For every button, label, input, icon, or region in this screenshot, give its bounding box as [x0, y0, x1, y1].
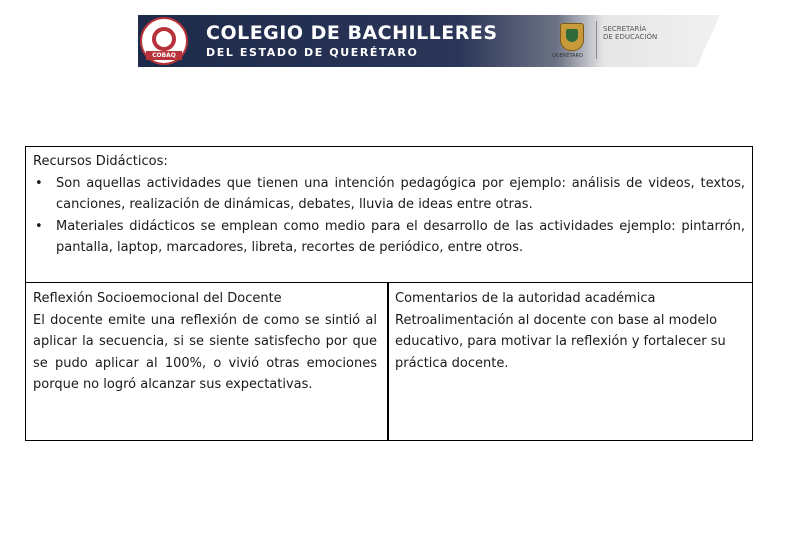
state-label: QUERÉTARO — [552, 53, 583, 59]
reflection-table — [25, 283, 753, 441]
reflexion-body: El docente emite una reflexión de como se sintió al aplicar la secuencia, si se siente satisfecho por que se pudo aplicar al 100%, o vivió otras emociones porque no logró alcanzar sus expectativas. — [33, 312, 377, 392]
logo-emblem-icon — [152, 27, 176, 51]
list-item — [33, 173, 745, 216]
list-item-text: Son aquellas actividades que tienen una intención pedagógica por ejemplo: análisis de videos, textos, canciones, realización de dinámicas, debates, lluvia de ideas entre otras. — [56, 175, 745, 212]
header-divider — [596, 21, 597, 59]
reflexion-heading: Reflexión Socioemocional del Docente — [33, 291, 282, 306]
comentarios-body: Retroalimentación al docente con base al modelo educativo, para motivar la reflexión y fortalecer su práctica docente. — [395, 312, 726, 371]
secretaria-line1: SECRETARÍA — [603, 25, 647, 33]
list-item-text: Materiales didácticos se emplean como medio para el desarrollo de las actividades ejemplo: pintarrón, pantalla, laptop, marcadores, libreta, recortes de periódico, entre otros. — [56, 218, 745, 255]
list-item — [33, 216, 745, 259]
comentarios-cell — [395, 288, 745, 374]
cobaq-logo — [140, 17, 188, 65]
state-shield-icon — [560, 23, 584, 51]
bullet-icon: • — [35, 175, 43, 191]
recursos-didacticos-box — [25, 146, 753, 283]
institution-title: COLEGIO DE BACHILLERES — [206, 22, 498, 44]
institution-subtitle: DEL ESTADO DE QUERÉTARO — [206, 46, 419, 59]
comentarios-heading: Comentarios de la autoridad académica — [395, 291, 656, 306]
secretaria-line2: DE EDUCACIÓN — [603, 33, 658, 41]
column-divider — [387, 283, 389, 440]
bullet-icon: • — [35, 218, 43, 234]
header-banner — [90, 15, 720, 67]
logo-text: COBAQ — [146, 51, 182, 60]
reflexion-cell — [33, 288, 377, 396]
recursos-heading: Recursos Didácticos: — [33, 154, 168, 169]
secretaria-logo — [603, 25, 657, 41]
recursos-list — [33, 173, 745, 259]
